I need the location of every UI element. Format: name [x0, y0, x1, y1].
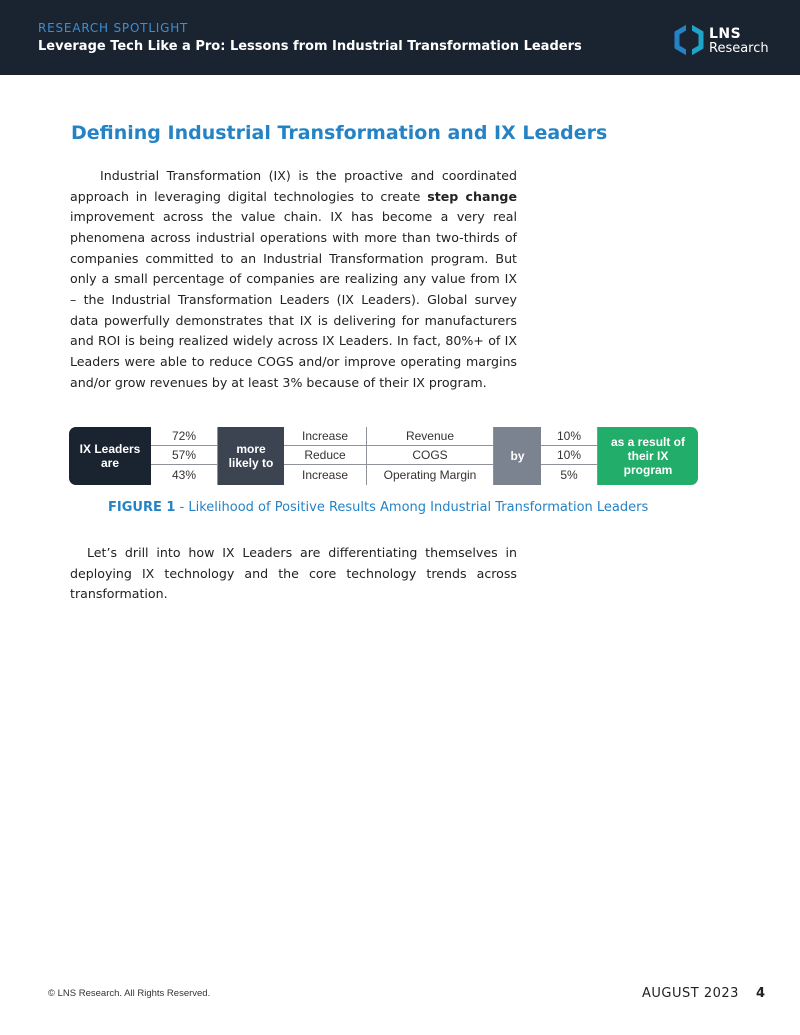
intro-text-1: Industrial Transformation (IX) is the proactive and coordinated approach in leveraging digital technologies to create	[70, 168, 517, 204]
figure-caption	[108, 500, 648, 515]
metric-cell: Revenue	[367, 427, 494, 446]
verb-cell: Reduce	[284, 446, 367, 465]
figure-by: by	[494, 427, 541, 485]
lns-logo	[674, 24, 774, 56]
metric-cell: Operating Margin	[367, 465, 494, 485]
amount-cell: 10%	[541, 446, 598, 465]
page-number: 4	[756, 986, 766, 1001]
header-kicker: RESEARCH SPOTLIGHT	[38, 21, 189, 35]
figure-phrase: more likely to	[218, 427, 284, 485]
pct-cell: 43%	[151, 465, 218, 485]
metric-cell: COGS	[367, 446, 494, 465]
figure-caption-label: FIGURE 1	[108, 500, 176, 515]
footer-copyright: © LNS Research. All Rights Reserved.	[48, 988, 211, 999]
section-title: Defining Industrial Transformation and IX Leaders	[71, 122, 608, 144]
logo-wordmark: LNS	[709, 26, 742, 42]
pct-cell: 57%	[151, 446, 218, 465]
figure-1-table	[69, 427, 698, 485]
intro-paragraph	[70, 166, 517, 393]
logo-subtext: Research	[709, 41, 769, 56]
figure-subject: IX Leaders are	[69, 427, 151, 485]
lns-logo-icon	[674, 25, 704, 55]
amount-cell: 10%	[541, 427, 598, 446]
closing-paragraph: Let’s drill into how IX Leaders are differentiating themselves in deploying IX technology and the core technology trends across transformation.	[70, 545, 517, 602]
intro-bold-phrase: step change	[427, 188, 517, 204]
footer-date: AUGUST 2023	[642, 986, 739, 1001]
figure-result: as a result of their IX program	[598, 427, 698, 485]
amount-cell: 5%	[541, 465, 598, 485]
intro-text-2: improvement across the value chain. IX has become a very real phenomena across industrial operations with more than two-thirds of companies committed to an Industrial Transformation program. But only a small percentage of companies are realizing any value from IX – the Industrial Transformation Leaders (IX Leaders). Global survey data powerfully demonstrates that IX is delivering for manufacturers and ROI is being realized widely across IX Leaders. In fact, 80%+ of IX Leaders were able to reduce COGS and/or improve operating margins and/or grow revenues by at least 3% because of their IX program.	[70, 209, 517, 390]
pct-cell: 72%	[151, 427, 218, 446]
page-header	[0, 0, 800, 75]
verb-cell: Increase	[284, 427, 367, 446]
figure-caption-text: - Likelihood of Positive Results Among Industrial Transformation Leaders	[175, 500, 649, 515]
header-title: Leverage Tech Like a Pro: Lessons from Industrial Transformation Leaders	[38, 39, 582, 54]
verb-cell: Increase	[284, 465, 367, 485]
